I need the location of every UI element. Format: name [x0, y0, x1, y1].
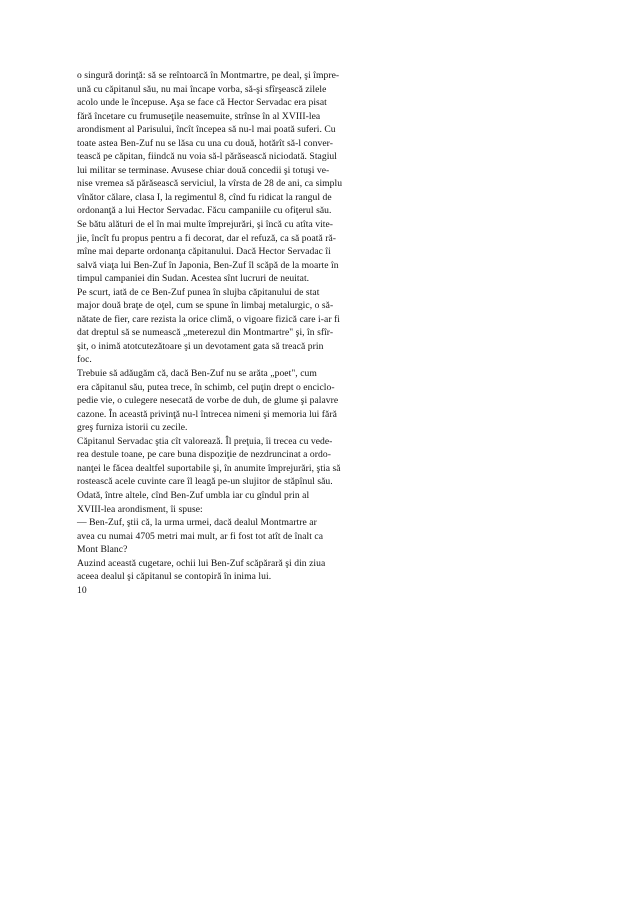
text-line: foc. [77, 354, 92, 366]
text-line: — Ben-Zuf, ştii că, la urma urmei, dacă dealul Montmartre ar [77, 517, 317, 529]
text-line: salvă viaţa lui Ben-Zuf în Japonia, Ben-Zuf îl scăpă de la moarte în [77, 259, 339, 271]
text-line: timpul campaniei din Sudan. Acestea sînt lucruri de neuitat. [77, 273, 310, 285]
text-line: Mont Blanc? [77, 544, 128, 556]
text-line: acolo unde le începuse. Aşa se face că Hector Servadac era pisat [77, 97, 327, 109]
text-line: tească pe căpitan, fiindcă nu voia să-l părăsească niciodată. Stagiul [77, 151, 337, 163]
text-line: era căpitanul său, putea trece, în schimb, cel puţin drept o enciclo- [77, 381, 335, 393]
text-line: toate astea Ben-Zuf nu se lăsa cu una cu două, hotărît să-l conver- [77, 137, 333, 149]
text-line: greş furniza istorii cu zecile. [77, 422, 188, 434]
text-line: ordonanţă a lui Hector Servadac. Făcu campaniile cu ofiţerul său. [77, 205, 332, 217]
text-line: cazone. În această privinţă nu-l întrecea nimeni şi memoria lui fără [77, 408, 337, 420]
text-line: rostească acele cuvinte care îl leagă pe-un slujitor de stăpînul său. [77, 476, 333, 488]
text-line: Căpitanul Servadac ştia cît valorează. Îl preţuia, îi trecea cu vede- [77, 435, 333, 447]
text-line: şit, o inimă atotcutezătoare şi un devotament gata să treacă prin [77, 340, 324, 352]
text-line: o singură dorinţă: să se reîntoarcă în Montmartre, pe deal, şi împre- [77, 70, 340, 81]
text-line: aceea dealul şi căpitanul se contopiră în inima lui. [77, 571, 272, 583]
text-line: XVIII-lea arondisment, îi spuse: [77, 503, 203, 515]
text-line: nătate de fier, care rezista la orice climă, o vigoare fizică care i-ar fi [77, 313, 340, 325]
text-line: Trebuie să adăugăm că, dacă Ben-Zuf nu se arăta „poet", cum [77, 368, 317, 380]
text-line: mîne mai departe ordonanţa căpitanului. Dacă Hector Servadac îi [77, 246, 331, 258]
text-line: dat dreptul să se numească „meterezul din Montmartre" şi, în sfîr- [77, 327, 334, 339]
text-line: pedie vie, o culegere nesecată de vorbe de duh, de glume şi palavre [77, 395, 339, 407]
text-line: Se bătu alături de el în mai multe împrejurări, şi încă cu atîta vite- [77, 219, 334, 231]
text-line: arondisment al Parisului, încît începea să nu-l mai poată suferi. Cu [77, 124, 336, 136]
text-line: Auzind această cugetare, ochii lui Ben-Zuf scăpărară şi din ziua [77, 557, 326, 569]
text-line: nanţei le făcea dealtfel suportabile şi, în anumite împrejurări, ştia să [77, 462, 341, 474]
text-line: Pe scurt, iată de ce Ben-Zuf punea în slujba căpitanului de stat [77, 286, 320, 298]
text-line: ună cu căpitanul său, nu mai încape vorba, să-şi sfîrşească zilele [77, 83, 327, 95]
page-body [77, 69, 572, 597]
text-line: major două braţe de oţel, cum se spune în limbaj metalurgic, o să- [77, 300, 334, 312]
text-line: vînător călare, clasa I, la regimentul 8, cînd fu ridicat la rangul de [77, 191, 332, 203]
text-line: avea cu numai 4705 metri mai mult, ar fi fost tot atît de înalt ca [77, 530, 324, 542]
text-line: fără încetare cu frumuseţile neasemuite, strînse în al XVIII-lea [77, 110, 321, 122]
page-number: 10 [77, 584, 87, 596]
text-line: jie, încît fu propus pentru a fi decorat, dar el refuză, ca să poată ră- [77, 232, 337, 244]
text-line: nise vremea să părăsească serviciul, la vîrsta de 28 de ani, ca simplu [77, 178, 343, 190]
text-line: lui militar se terminase. Avusese chiar două concedii şi totuşi ve- [77, 164, 330, 176]
text-line: Odată, între altele, cînd Ben-Zuf umbla iar cu gîndul prin al [77, 489, 310, 501]
text-line: rea destule toane, pe care buna dispoziţie de nezdruncinat a ordo- [77, 449, 331, 461]
